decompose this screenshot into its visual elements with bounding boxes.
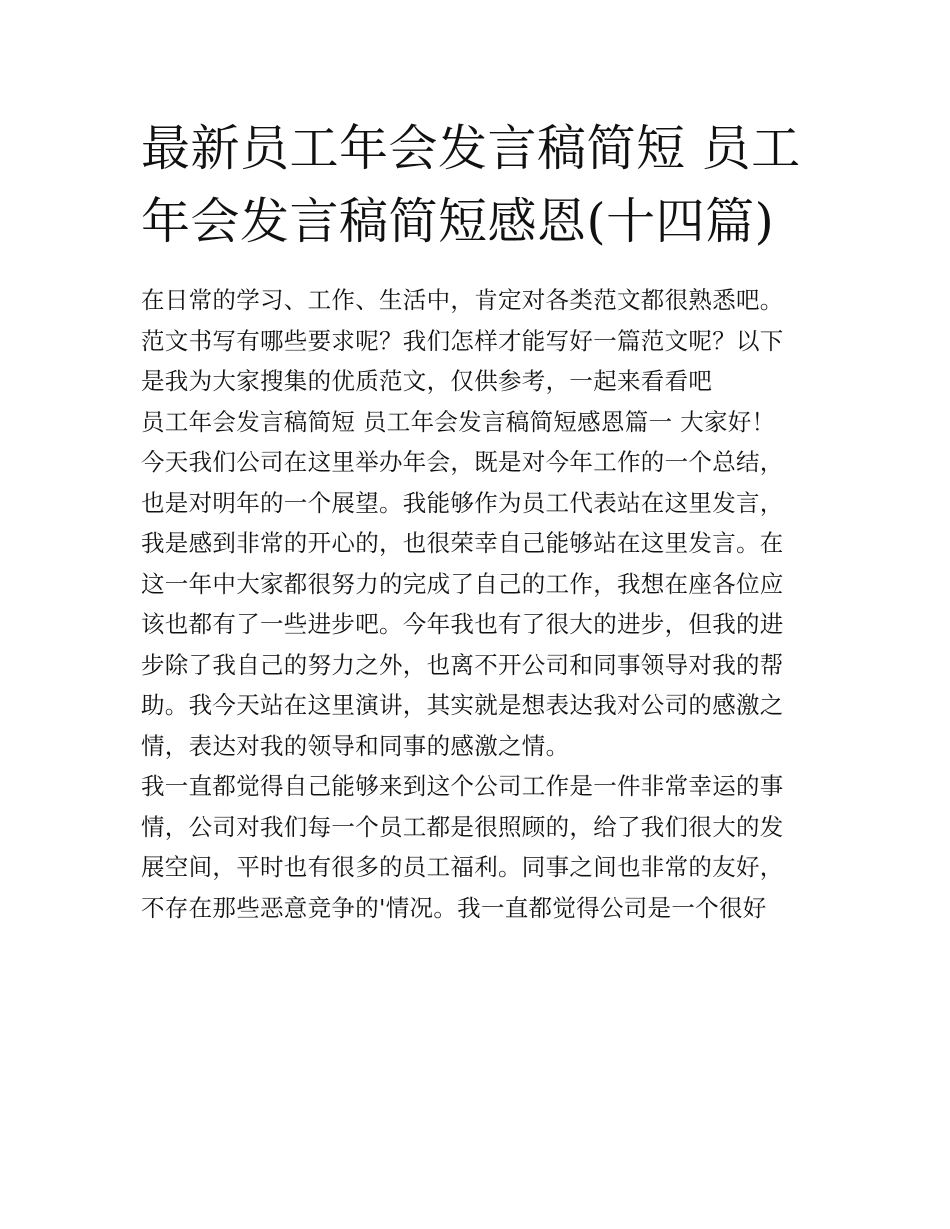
body-line: 今天我们公司在这里举办年会，既是对今年工作的一个总结，	[141, 448, 784, 476]
body-line: 展空间，平时也有很多的员工福利。同事之间也非常的友好，	[141, 853, 784, 881]
body-line: 该也都有了一些进步吧。今年我也有了很大的进步，但我的进	[141, 610, 784, 638]
body-line: 助。我今天站在这里演讲，其实就是想表达我对公司的感激之	[141, 691, 784, 719]
body-line: 在日常的学习、工作、生活中，肯定对各类范文都很熟悉吧。	[141, 286, 784, 314]
title-line-1: 最新员工年会发言稿简短 员工	[141, 120, 801, 177]
title-line-2: 年会发言稿简短感恩(十四篇)	[141, 193, 775, 250]
document-title	[141, 112, 821, 258]
body-line: 情，公司对我们每一个员工都是很照顾的，给了我们很大的发	[141, 812, 784, 841]
body-line: 情，表达对我的领导和同事的感激之情。	[141, 731, 570, 760]
body-line: 范文书写有哪些要求呢？我们怎样才能写好一篇范文呢？以下	[141, 326, 784, 355]
body-line: 这一年中大家都很努力的完成了自己的工作，我想在座各位应	[141, 569, 784, 598]
body-line: 员工年会发言稿简短 员工年会发言稿简短感恩篇一 大家好！	[141, 407, 776, 436]
body-line: 也是对明年的一个展望。我能够作为员工代表站在这里发言，	[141, 488, 784, 517]
body-line: 我是感到非常的开心的，也很荣幸自己能够站在这里发言。在	[141, 529, 784, 557]
body-line: 步除了我自己的努力之外，也离不开公司和同事领导对我的帮	[141, 650, 784, 679]
document-body	[141, 280, 821, 928]
body-line: 是我为大家搜集的优质范文，仅供参考，一起来看看吧	[141, 367, 713, 395]
body-line: 我一直都觉得自己能够来到这个公司工作是一件非常幸运的事	[141, 772, 784, 800]
body-line: 不存在那些恶意竞争的'情况。我一直都觉得公司是一个很好	[141, 893, 767, 922]
